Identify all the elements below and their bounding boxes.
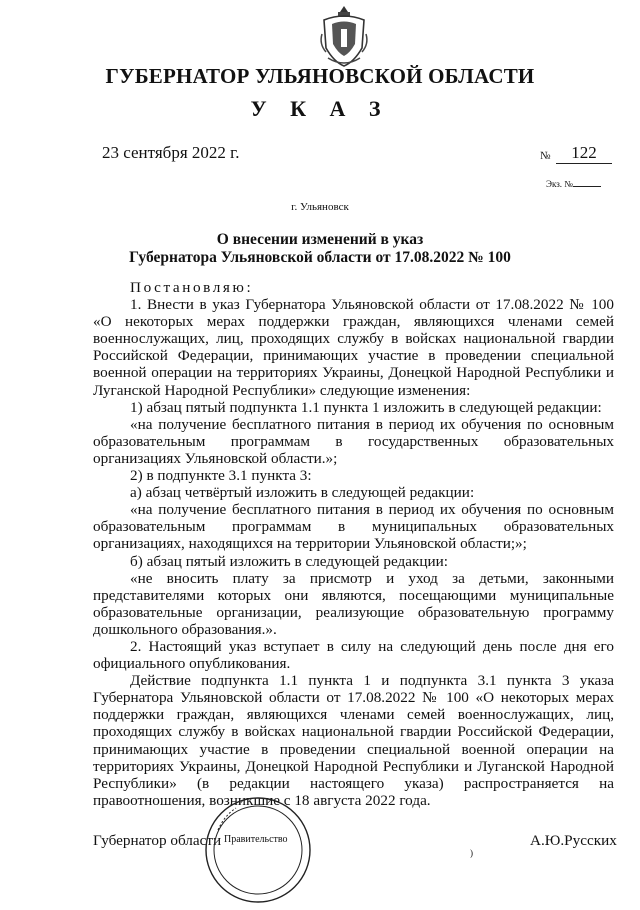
paragraph: 2) в подпункте 3.1 пункта 3: [130,467,312,485]
paragraph: 2. Настоящий указ вступает в силу на следующий день после дня его официального опубликования. [93,637,614,673]
stamp-text: Правительство [224,834,288,845]
paragraph: Действие подпункта 1.1 пункта 1 и подпункта 3.1 пункта 3 указа Губернатора Ульяновской области от 17.08.2022 № 100 «О некоторых мерах поддержки граждан, являющихся членами семей военнослужащих, лиц, проходящих службу в войсках национальной гвардии Российской Федерации, принимающих участие в проведении специальной военной операции на территориях Украины, Донецкой Народной Республики и Луганской Народной Республики» (в редакции настоящего указа) распространяется на правоотношения, возникшие с 18 августа 2022 года. [93,672,614,809]
subject-line-2: Губернатора Ульяновской области от 17.08.2022 № 100 [129,249,511,266]
document-type: У К А З [250,96,390,121]
coat-of-arms-icon [318,4,370,68]
paragraph: 1) абзац пятый подпункта 1.1 пункта 1 изложить в следующей редакции: [130,398,602,416]
paragraph: а) абзац четвёртый изложить в следующей редакции: [130,484,475,502]
subject-line-1: О внесении изменений в указ [216,231,424,248]
decree-subject [0,231,640,267]
copy-number-label: Экз. № [546,179,573,189]
signer-name: А.Ю.Русских [530,832,617,849]
decree-formula: Постановляю: [130,279,254,296]
margin-mark: ) [470,848,473,858]
copy-number-line [573,178,601,187]
number-label: № [540,150,551,162]
paragraph: «на получение бесплатного питания в период их обучения по основным образовательным программам в муниципальных образовательных организациях, находящихся на территории Ульяновской области;»; [93,501,614,553]
copy-number [546,178,601,189]
paragraph: 1. Внести в указ Губернатора Ульяновской области от 17.08.2022 № 100 «О некоторых мерах поддержки граждан, являющихся членами семей военнослужащих, лиц, проходящих службу в войсках национальной гвардии Российской Федерации, принимающих участие в проведении специальной военной операции на территориях Украины, Донецкой Народной Республики и Луганской Народной Республики» следующие изменения: [93,296,614,399]
official-stamp [198,790,318,910]
document-date: 23 сентября 2022 г. [102,143,240,162]
signer-position: Губернатор области [93,832,222,849]
city: г. Ульяновск [291,201,349,213]
decree-body [93,279,614,809]
paragraph: «на получение бесплатного питания в период их обучения по основным образовательным программам в государственных образовательных организациях Ульяновской области.»; [93,415,614,467]
authority-title: ГУБЕРНАТОР УЛЬЯНОВСКОЙ ОБЛАСТИ [105,64,535,88]
paragraph: б) абзац пятый изложить в следующей редакции: [130,552,448,570]
document-number: 122 [556,143,612,164]
paragraph: «не вносить плату за присмотр и уход за детьми, законными представителями которых они являются, посещающими муниципальные образовательные организации, реализующие образовательную программу дошкольного образования.». [93,569,614,638]
